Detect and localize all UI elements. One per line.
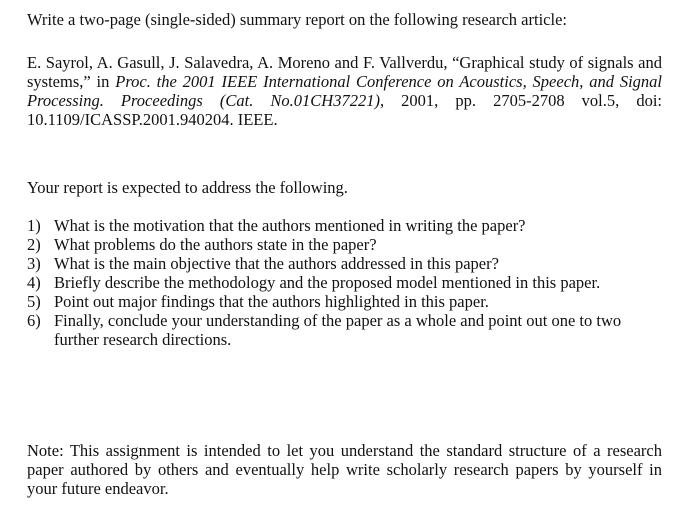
question-number: 5) (27, 292, 41, 311)
assignment-instruction: Write a two-page (single-sided) summary report on the following research article: (27, 10, 567, 29)
citation-details: , 2001, pp. 2705-2708 vol.5, doi: 10.1109/ICASSP.2001.940204. IEEE. (27, 91, 662, 129)
question-text: What is the motivation that the authors mentioned in writing the paper? (54, 216, 526, 235)
question-text: What problems do the authors state in the paper? (54, 235, 377, 254)
question-number: 3) (27, 254, 41, 273)
question-text: Finally, conclude your understanding of the paper as a whole and point out one to two further research directions. (54, 311, 622, 349)
question-number: 1) (27, 216, 41, 235)
list-item (27, 254, 662, 273)
question-number: 6) (27, 311, 41, 330)
citation-authors-title: E. Sayrol, A. Gasull, J. Salavedra, A. Moreno and F. Vallverdu, “Graphical study of signals and systems,” in (27, 53, 662, 91)
assignment-note: Note: This assignment is intended to let you understand the standard structure of a research paper authored by others and eventually help write scholarly research papers by yourself in your future endeavor. (27, 441, 662, 498)
question-number: 2) (27, 235, 41, 254)
list-item (27, 292, 662, 311)
question-list (27, 216, 662, 349)
list-item (27, 311, 662, 349)
citation-venue: Proc. the 2001 IEEE International Conference on Acoustics, Speech, and Signal Processing. Proceedings (Cat. No.01CH37221) (27, 72, 662, 110)
article-citation (27, 53, 662, 129)
question-text: Point out major findings that the authors highlighted in this paper. (54, 292, 489, 311)
question-text: Briefly describe the methodology and the proposed model mentioned in this paper. (54, 273, 601, 292)
question-number: 4) (27, 273, 41, 292)
list-item (27, 216, 662, 235)
question-text: What is the main objective that the authors addressed in this paper? (54, 254, 499, 273)
list-item (27, 235, 662, 254)
expectation-heading: Your report is expected to address the following. (27, 178, 348, 197)
list-item (27, 273, 662, 292)
